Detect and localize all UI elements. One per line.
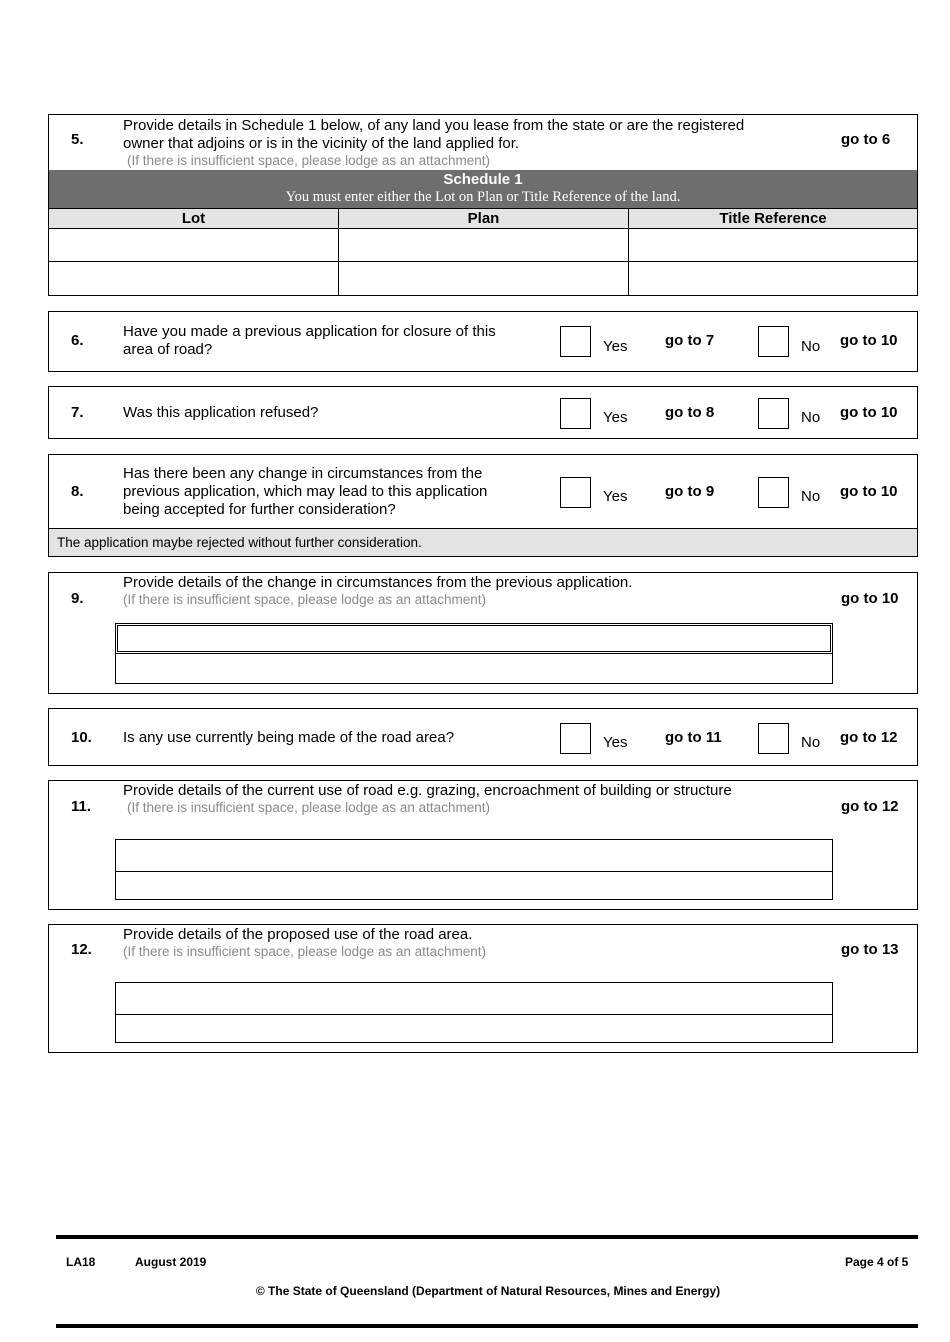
schedule-subtitle: You must enter either the Lot on Plan or Title Reference of the land. — [285, 189, 681, 205]
question-text: Provide details of the proposed use of the road area. — [123, 926, 473, 943]
question-text: Provide details of the current use of road e.g. grazing, encroachment of building or structure — [123, 782, 732, 799]
yes-checkbox[interactable] — [560, 477, 591, 508]
question-number: 8. — [71, 483, 84, 500]
no-goto-label: go to 10 — [840, 332, 898, 349]
yes-checkbox[interactable] — [560, 723, 591, 754]
question-11-section — [48, 780, 918, 910]
attachment-hint: (If there is insufficient space, please lodge as an attachment) — [127, 800, 490, 815]
no-checkbox[interactable] — [758, 326, 789, 357]
no-label: No — [801, 409, 821, 426]
no-label: No — [801, 338, 821, 355]
rejection-note: The application maybe rejected without further consideration. — [48, 528, 918, 557]
details-line-1[interactable] — [115, 982, 833, 1015]
question-8-section — [48, 454, 918, 529]
no-label: No — [801, 488, 821, 505]
goto-label: go to 13 — [841, 941, 899, 958]
question-10-section — [48, 708, 918, 766]
attachment-hint: (If there is insufficient space, please lodge as an attachment) — [123, 944, 486, 959]
question-9-section — [48, 572, 918, 694]
question-number: 6. — [71, 332, 84, 349]
column-header-title-reference: Title Reference — [629, 208, 917, 229]
question-number: 11. — [71, 798, 92, 815]
question-text — [123, 465, 487, 519]
schedule-title: Schedule 1 — [443, 171, 523, 188]
schedule-header — [49, 170, 917, 208]
question-text: Was this application refused? — [123, 404, 319, 421]
footer-bottom-rule — [56, 1324, 918, 1328]
question-text — [123, 323, 496, 359]
question-number: 5. — [71, 131, 84, 148]
yes-goto-label: go to 9 — [665, 483, 715, 500]
column-header-plan: Plan — [339, 208, 629, 229]
no-checkbox[interactable] — [758, 477, 789, 508]
question-7-section — [48, 386, 918, 439]
yes-label: Yes — [603, 409, 628, 426]
yes-goto-label: go to 8 — [665, 404, 715, 421]
footer-top-rule — [56, 1235, 918, 1239]
yes-goto-label: go to 7 — [665, 332, 715, 349]
question-number: 9. — [71, 590, 84, 607]
no-goto-label: go to 10 — [840, 404, 898, 421]
question-number: 10. — [71, 729, 92, 746]
yes-checkbox[interactable] — [560, 326, 591, 357]
question-text-line: Have you made a previous application for closure of this — [123, 323, 496, 340]
question-text-line: Has there been any change in circumstances from the — [123, 465, 483, 482]
question-text: Provide details of the change in circumstances from the previous application. — [123, 574, 633, 591]
details-line-2[interactable] — [115, 654, 833, 684]
question-text-line: Provide details in Schedule 1 below, of any land you lease from the state or are the registered — [123, 117, 745, 134]
no-label: No — [801, 734, 821, 751]
yes-label: Yes — [603, 338, 628, 355]
details-line-1[interactable] — [115, 839, 833, 872]
question-number: 7. — [71, 404, 84, 421]
details-line-1[interactable] — [115, 623, 833, 654]
question-12-section — [48, 924, 918, 1053]
plan-cell[interactable] — [339, 262, 629, 295]
column-header-lot: Lot — [49, 208, 339, 229]
yes-checkbox[interactable] — [560, 398, 591, 429]
question-text-line: previous application, which may lead to this application — [123, 483, 488, 500]
yes-goto-label: go to 11 — [665, 729, 722, 746]
question-number: 12. — [71, 941, 92, 958]
question-6-section — [48, 311, 918, 372]
lot-cell[interactable] — [49, 262, 339, 295]
details-line-2[interactable] — [115, 1014, 833, 1043]
attachment-hint: (If there is insufficient space, please lodge as an attachment) — [127, 153, 490, 168]
plan-cell[interactable] — [339, 229, 629, 262]
question-text-line: area of road? — [123, 341, 213, 358]
question-text-line: being accepted for further consideration? — [123, 501, 396, 518]
page-number: Page 4 of 5 — [845, 1255, 909, 1269]
form-code: LA18 — [66, 1255, 96, 1269]
no-checkbox[interactable] — [758, 723, 789, 754]
details-line-2[interactable] — [115, 871, 833, 900]
form-date: August 2019 — [135, 1255, 207, 1269]
copyright: © The State of Queensland (Department of Natural Resources, Mines and Energy) — [255, 1284, 721, 1298]
no-goto-label: go to 12 — [840, 729, 898, 746]
yes-label: Yes — [603, 734, 628, 751]
lot-cell[interactable] — [49, 229, 339, 262]
question-text: Is any use currently being made of the road area? — [123, 729, 455, 746]
goto-label: go to 12 — [841, 798, 899, 815]
no-goto-label: go to 10 — [840, 483, 898, 500]
title-reference-cell[interactable] — [629, 262, 917, 295]
goto-label: go to 6 — [841, 131, 891, 148]
title-reference-cell[interactable] — [629, 229, 917, 262]
goto-label: go to 10 — [841, 590, 899, 607]
question-text-line: owner that adjoins or is in the vicinity of the land applied for. — [123, 135, 520, 152]
no-checkbox[interactable] — [758, 398, 789, 429]
question-5-section — [48, 114, 918, 296]
question-text — [123, 117, 744, 153]
yes-label: Yes — [603, 488, 628, 505]
attachment-hint: (If there is insufficient space, please lodge as an attachment) — [123, 592, 486, 607]
